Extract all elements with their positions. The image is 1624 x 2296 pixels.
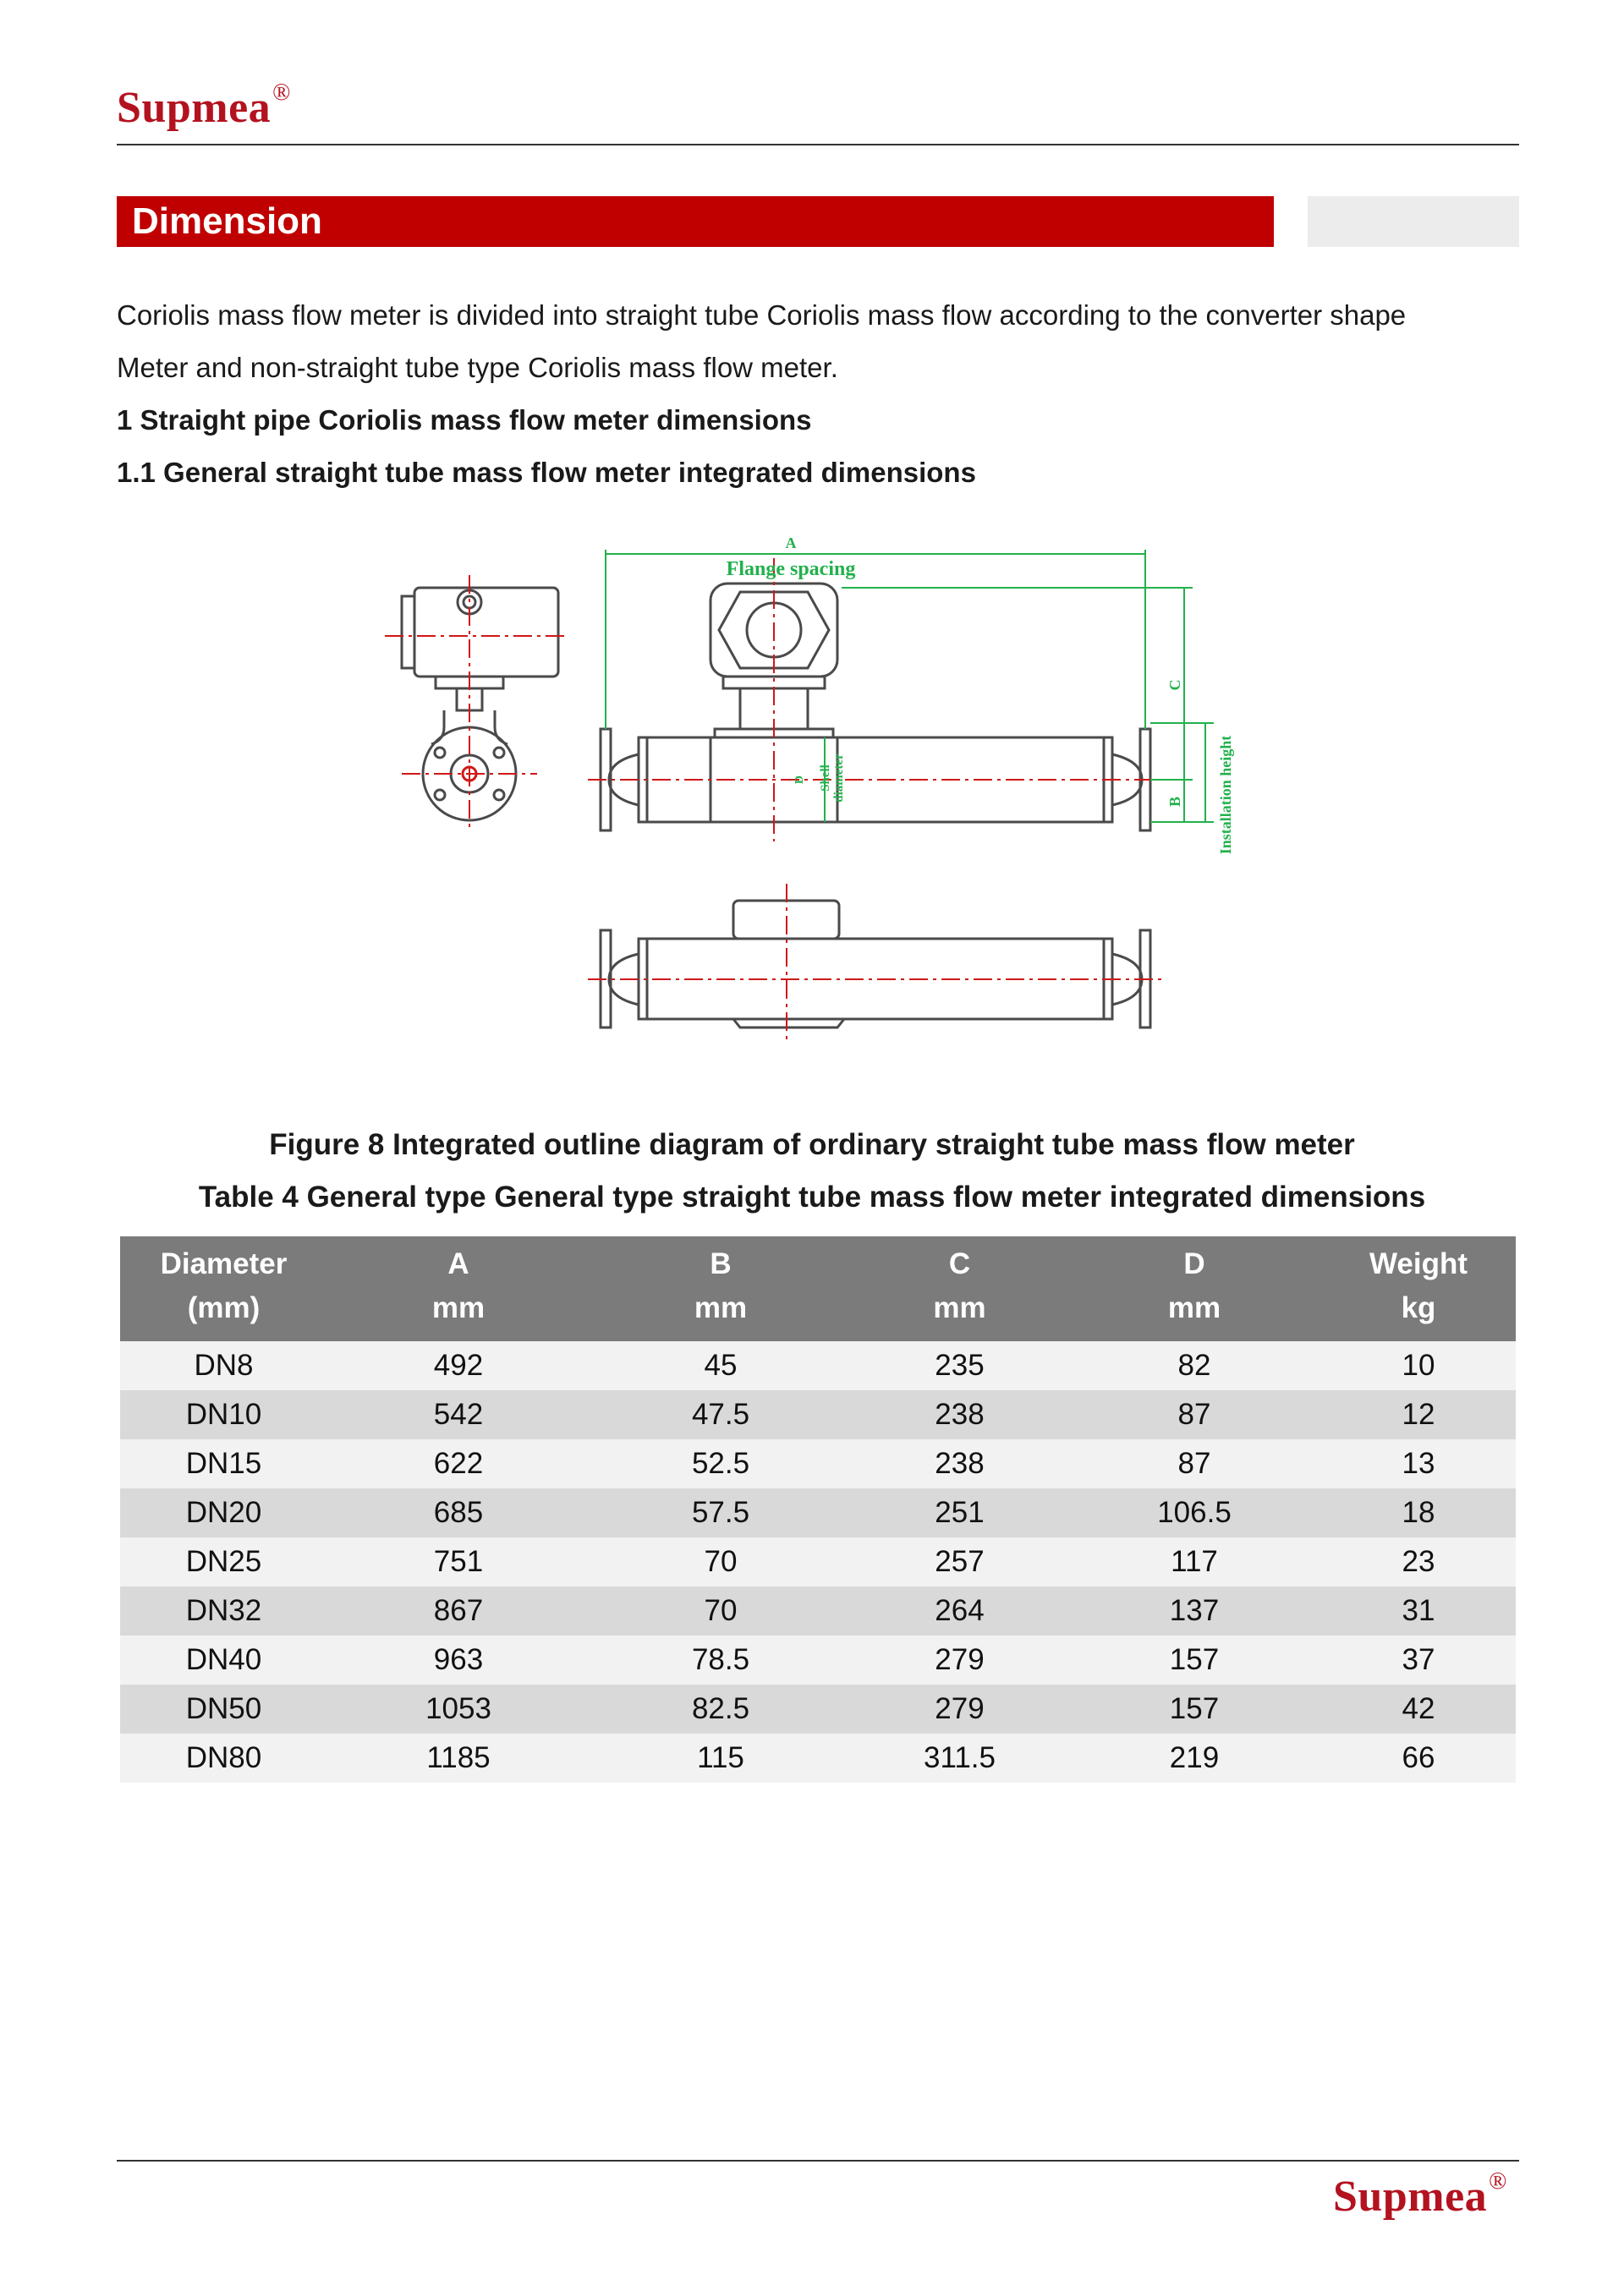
table-row [120, 1734, 1516, 1783]
cell-weight: 18 [1321, 1488, 1516, 1537]
side-view-converter [402, 588, 558, 744]
cell-weight: 12 [1321, 1390, 1516, 1439]
cell-d: 87 [1067, 1439, 1321, 1488]
heading-straight-pipe: 1 Straight pipe Coriolis mass flow meter dimensions [117, 404, 812, 436]
table-caption: Table 4 General type General type straight tube mass flow meter integrated dimensions [198, 1181, 1426, 1214]
table-header-row [120, 1236, 1516, 1341]
cell-diameter: DN15 [120, 1439, 327, 1488]
cell-c: 238 [852, 1439, 1067, 1488]
header-weight: Weight kg [1321, 1236, 1516, 1341]
front-view-body [601, 584, 1150, 830]
table-row [120, 1439, 1516, 1488]
cell-diameter: DN10 [120, 1390, 327, 1439]
cell-a: 622 [327, 1439, 590, 1488]
cell-c: 311.5 [852, 1734, 1067, 1783]
table-row [120, 1488, 1516, 1537]
heading-integrated-dimensions: 1.1 General straight tube mass flow meter integrated dimensions [117, 457, 976, 488]
cell-weight: 66 [1321, 1734, 1516, 1783]
cell-weight: 31 [1321, 1586, 1516, 1636]
section-title-accent [1308, 196, 1519, 247]
header-d: D mm [1067, 1236, 1321, 1341]
intro-line-2: Meter and non-straight tube type Coriolis mass flow meter. [117, 352, 838, 383]
cell-d: 117 [1067, 1537, 1321, 1586]
cell-a: 963 [327, 1636, 590, 1685]
section-title: Dimension [117, 196, 1274, 247]
cell-a: 685 [327, 1488, 590, 1537]
dim-label-installation-height: Installation height [1217, 735, 1234, 855]
table-row [120, 1537, 1516, 1586]
cell-diameter: DN32 [120, 1586, 327, 1636]
dimension-lines [606, 550, 1214, 822]
cell-a: 867 [327, 1586, 590, 1636]
table-row [120, 1341, 1516, 1390]
cell-weight: 13 [1321, 1439, 1516, 1488]
intro-line-1: Coriolis mass flow meter is divided into straight tube Coriolis mass flow according to the converter shape [117, 299, 1407, 331]
cell-c: 257 [852, 1537, 1067, 1586]
header-rule [117, 144, 1519, 145]
dim-label-b: B [1166, 796, 1183, 808]
dimension-table [120, 1236, 1516, 1783]
bottom-view-body [601, 901, 1150, 1027]
cell-weight: 23 [1321, 1537, 1516, 1586]
table-row [120, 1390, 1516, 1439]
cell-weight: 37 [1321, 1636, 1516, 1685]
table-row [120, 1685, 1516, 1734]
header-logo [117, 79, 291, 133]
header-a: A mm [327, 1236, 590, 1341]
header-diameter: Diameter (mm) [120, 1236, 327, 1341]
cell-diameter: DN8 [120, 1341, 327, 1390]
cell-diameter: DN40 [120, 1636, 327, 1685]
cell-c: 279 [852, 1685, 1067, 1734]
cell-b: 45 [590, 1341, 852, 1390]
table-row [120, 1586, 1516, 1636]
header-b: B mm [590, 1236, 852, 1341]
dim-label-a: A [785, 534, 797, 551]
cell-b: 70 [590, 1586, 852, 1636]
footer-rule [117, 2160, 1519, 2162]
cell-d: 106.5 [1067, 1488, 1321, 1537]
header-c: C mm [852, 1236, 1067, 1341]
cell-b: 57.5 [590, 1488, 852, 1537]
footer-logo [1333, 2168, 1507, 2222]
cell-c: 251 [852, 1488, 1067, 1537]
figure-caption: Figure 8 Integrated outline diagram of ordinary straight tube mass flow meter [269, 1128, 1355, 1161]
cell-c: 279 [852, 1636, 1067, 1685]
outline-diagram [385, 507, 1366, 1082]
cell-d: 87 [1067, 1390, 1321, 1439]
registered-mark: ® [1489, 2168, 1507, 2195]
registered-mark: ® [272, 79, 291, 106]
dim-label-flange-spacing: Flange spacing [726, 558, 856, 580]
cell-d: 157 [1067, 1636, 1321, 1685]
cell-a: 542 [327, 1390, 590, 1439]
cell-b: 70 [590, 1537, 852, 1586]
cell-b: 47.5 [590, 1390, 852, 1439]
cell-d: 157 [1067, 1685, 1321, 1734]
cell-b: 115 [590, 1734, 852, 1783]
header-brand-text: Supmea [117, 84, 272, 132]
dim-label-c: C [1166, 679, 1183, 691]
dim-label-d: D [793, 775, 806, 785]
dim-label-diameter: diameter [832, 753, 846, 803]
cell-a: 1053 [327, 1685, 590, 1734]
cell-weight: 10 [1321, 1341, 1516, 1390]
cell-a: 751 [327, 1537, 590, 1586]
cell-d: 82 [1067, 1341, 1321, 1390]
cell-c: 235 [852, 1341, 1067, 1390]
cell-diameter: DN25 [120, 1537, 327, 1586]
cell-diameter: DN50 [120, 1685, 327, 1734]
cell-d: 219 [1067, 1734, 1321, 1783]
cell-diameter: DN20 [120, 1488, 327, 1537]
cell-c: 238 [852, 1390, 1067, 1439]
cell-b: 52.5 [590, 1439, 852, 1488]
cell-b: 78.5 [590, 1636, 852, 1685]
cell-diameter: DN80 [120, 1734, 327, 1783]
cell-weight: 42 [1321, 1685, 1516, 1734]
cell-d: 137 [1067, 1586, 1321, 1636]
cell-c: 264 [852, 1586, 1067, 1636]
footer-brand-text: Supmea [1333, 2173, 1488, 2221]
cell-b: 82.5 [590, 1685, 852, 1734]
dim-label-shell: Shell [819, 764, 832, 792]
table-row [120, 1636, 1516, 1685]
cell-a: 492 [327, 1341, 590, 1390]
cell-a: 1185 [327, 1734, 590, 1783]
